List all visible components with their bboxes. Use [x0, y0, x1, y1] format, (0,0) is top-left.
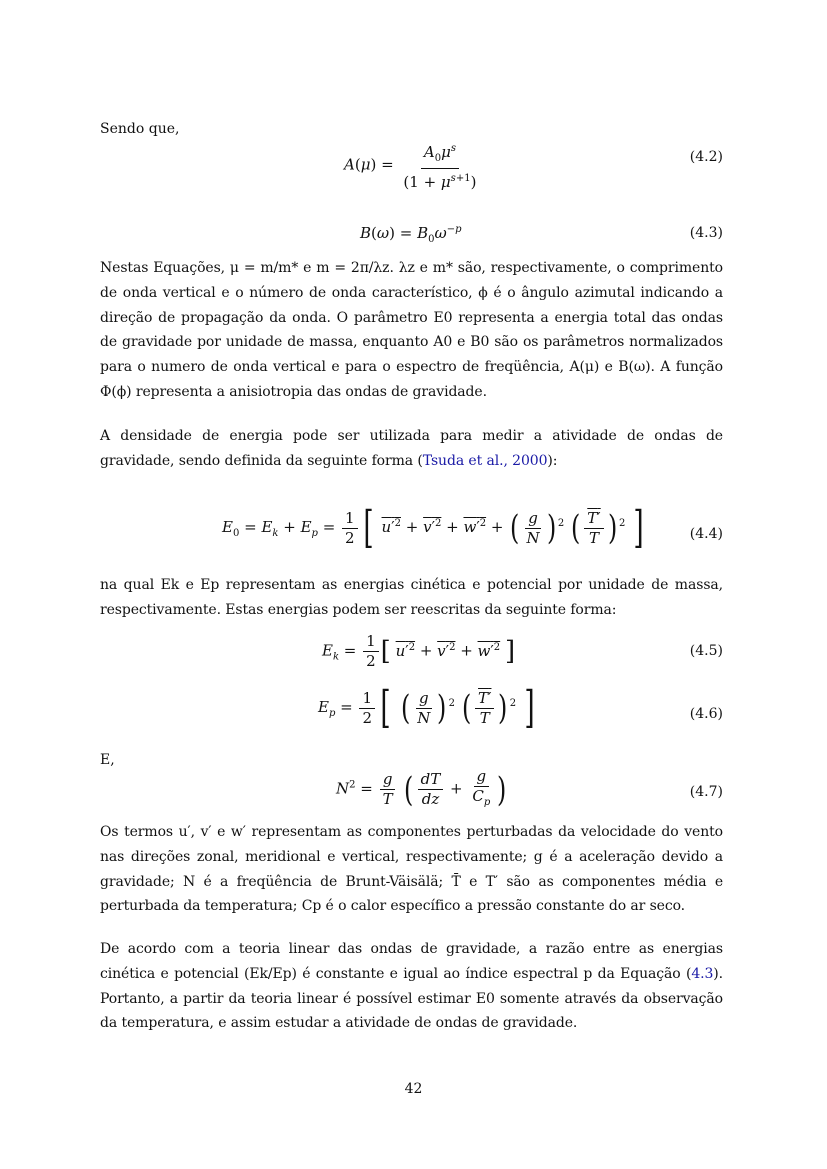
- paragraph-terms: Os termos u′, v′ e w′ representam as componentes perturbadas da velocidade do vento nas direções zonal, meridional e vertical, respectivamente; g é a aceleração devido a gravidade; N é a freqüência de Brunt-Väisälä; T̄ e T′ são as componentes média e perturbada da temperatura; Cp é o calor específico a pressão constante do ar seco.: [100, 824, 723, 915]
- equation-4-5: [100, 633, 723, 673]
- equation-reference-link[interactable]: 4.3: [691, 965, 714, 982]
- equation-number: (4.3): [689, 225, 723, 241]
- page-number: 42: [404, 1081, 423, 1097]
- equation-number: (4.4): [689, 526, 723, 542]
- paragraph-text: ). Portanto, a partir da teoria linear é possível estimar E0 somente através da observação da temperatura, e assim estudar a atividade de ondas de gravidade.: [100, 965, 723, 1032]
- equation-number: (4.7): [689, 784, 723, 800]
- equation-number: (4.5): [689, 643, 723, 659]
- equation-4-3-body: $B(\omega) = B_0\omega^{-p}$: [360, 224, 462, 245]
- paragraph-energy-density: A densidade de energia pode ser utilizada para medir a atividade de ondas de gravidade, sendo definida da seguinte forma (Tsuda et al., 2000):: [100, 428, 723, 469]
- equation-4-4: [100, 502, 723, 566]
- equation-number: (4.2): [689, 149, 723, 165]
- paragraph-linear-theory: [100, 937, 723, 1036]
- citation-link[interactable]: Tsuda et al., 2000: [422, 452, 548, 469]
- equation-4-7: [100, 768, 723, 818]
- equation-4-2-body: A(μ) = $\frac{A_0\mu^s}{(1 + \mu^{s+1})}$: [344, 140, 481, 191]
- equation-4-6-body: $E_p$ = $\frac{1}{2}$ [ ( $\frac{g}{N}$ ) $^2$ ( $\frac{T'}{T}$ ) $^2$ ]: [318, 682, 535, 733]
- equation-4-2: [100, 140, 723, 191]
- equation-4-5-body: $E_k$ = $\frac{1}{2}$ [ $u'^2 + v'^2 + w'^2$ ]: [322, 632, 516, 670]
- paragraph-text: De acordo com a teoria linear das ondas de gravidade, a razão entre as energias cinética e potencial (Ek/Ep) é constante e igual ao índice espectral p da Equação (: [100, 941, 723, 982]
- equation-number: (4.6): [689, 706, 723, 722]
- conjunction-label: E,: [100, 752, 115, 768]
- equation-4-7-body: $N^2$ = $\frac{g}{T}$ ( $\frac{dT}{dz}$ + $\frac{g}{C_p}$ ): [336, 767, 507, 810]
- paragraph-kinetic-potential: na qual Ek e Ep representam as energias cinética e potencial por unidade de massa, respectivamente. Estas energias podem ser reescritas da seguinte forma:: [100, 577, 723, 618]
- paragraph-definitions: Nestas Equações, μ = m/m* e m = 2π/λz. λz e m* são, respectivamente, o comprimento de onda vertical e o número de onda característico, ϕ é o ângulo azimutal indicando a direção de propagação da onda. O parâmetro E0 representa a energia total das ondas de gravidade por unidade de massa, enquanto A0 e B0 são os parâmetros normalizados para o numero de onda vertical e para o espectro de freqüência, A(μ) e B(ω). A função Φ(ϕ) representa a anisiotropia das ondas de gravidade.: [100, 260, 723, 400]
- equation-4-6: [100, 682, 723, 746]
- paragraph-text: A densidade de energia pode ser utilizada para medir a atividade de ondas de gravidade, sendo definida da seguinte forma (: [100, 428, 723, 469]
- equation-4-4-body: $E_0 = E_k + E_p$ = $\frac{1}{2}$ [ $u'^2 + v'^2 + w'^2$ + ( $\frac{g}{N}$ ) $^2$ ( $\frac{T'}{T}$ ) $^2$ ]: [222, 502, 644, 553]
- intro-text: Sendo que,: [100, 121, 180, 137]
